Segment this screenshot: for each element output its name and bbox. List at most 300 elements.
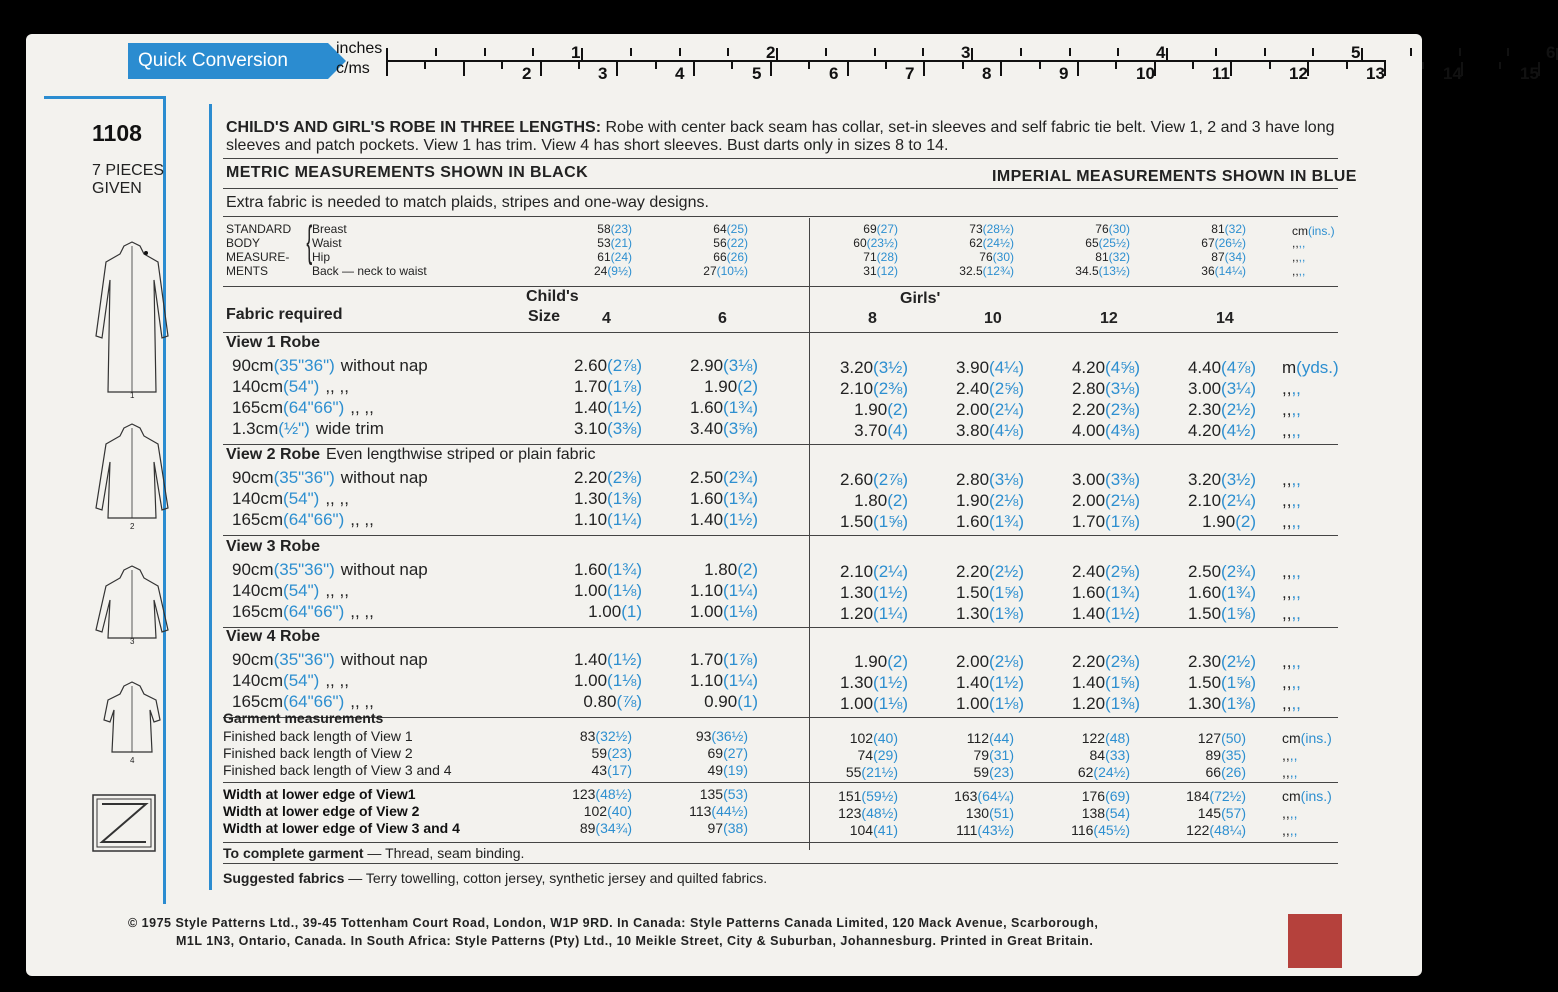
inches-label: inches [336,40,383,57]
imperial-value: (1⅝) [1221,673,1256,692]
metric-value: 111 [956,822,978,838]
metric-value: 24 [593,264,608,278]
unit-imperial: ,, [1291,491,1301,510]
imperial-value: (1⅞) [1105,512,1140,531]
imperial-value: (40) [607,803,632,819]
yardage-value [840,673,908,693]
metric-value: 81 [1095,250,1109,264]
fabric-width-row [232,671,349,691]
unit: ,, [1282,512,1292,531]
ruler-tick [1346,62,1348,69]
imperial-value: (3½) [873,358,908,377]
unit: ,, [1282,470,1292,489]
imperial-value: (1⅝) [989,583,1024,602]
body-label: STANDARD [226,222,292,236]
unit-label [1282,747,1298,763]
unit: ,, [1282,652,1292,671]
imperial-value: (44) [989,730,1014,746]
imperial-value: (43½) [977,822,1014,838]
garment-value [974,764,1014,780]
metric-value: 1.40 [1071,604,1106,623]
imperial-value: (1¼) [723,671,758,690]
fabric-width-row [232,419,384,439]
ruler-inch-number: 4 [1156,43,1166,62]
ruler-tick [885,62,887,69]
size-label: Size [528,308,561,325]
metric-value: 1.80 [854,491,888,510]
fabric-width: 140cm [232,489,284,508]
ruler-tick [630,48,632,56]
metric-value: 1.70 [573,377,608,396]
metric-value: 3.00 [1187,379,1222,398]
imperial-value: (44½) [711,803,748,819]
fabric-width: 140cm [232,377,284,396]
imperial-value: (64¼) [977,788,1014,804]
unit-imperial: ,, [1298,250,1306,264]
ruler-tick [770,62,772,69]
imperial-value: (27) [876,222,898,236]
yardage-value [1188,583,1256,603]
metric-value: 81 [1211,222,1225,236]
fabric-width: 1.3cm [232,419,279,438]
unit: cm [1282,788,1301,804]
unit-label [1282,730,1332,746]
imperial-value: (2) [887,400,908,419]
metric-value: 1.00 [689,602,724,621]
fabric-width-row [232,692,374,712]
measurement-name: Waist [312,236,342,250]
imperial-value: (3⅛) [723,356,758,375]
body-value [1201,264,1246,278]
fabric-width-row [232,510,374,530]
body-value [597,222,632,236]
body-value [597,250,632,264]
unit-label [1282,822,1298,838]
unit: ,, [1292,264,1299,278]
imperial-value: (1⅝) [1221,604,1256,623]
fabric-width-imperial: (54") [283,489,320,508]
imperial-value: (1¼) [873,604,908,623]
yardage-value [574,419,642,439]
metric-value: 1.20 [1071,694,1106,713]
width-value [838,788,898,804]
garment-value [850,730,898,746]
fabric-width-imperial: (54") [283,671,320,690]
metric-value: 59 [591,745,608,761]
description [226,118,1366,137]
pieces-line: 7 PIECES [92,162,165,179]
ruler-tick [1361,48,1363,60]
unit: ,, [1282,379,1292,398]
fabric-description: ,, ,, [350,602,374,621]
metric-value: 145 [1197,805,1222,821]
imperial-value: (1½) [873,673,908,692]
ruler-cm-number: 4 [675,64,685,83]
garment-value [858,747,898,763]
unit-label [1282,512,1301,532]
body-value [597,236,632,250]
imperial-value: (1⅛) [723,602,758,621]
ruler-cm-number: 14 [1443,64,1462,83]
unit: ,, [1292,236,1299,250]
fabric-width-row [232,560,428,580]
imperial-value: (24½) [1093,764,1130,780]
fabric-width-row [232,356,428,376]
unit-label [1282,358,1339,378]
imperial-value: (41) [873,822,898,838]
imperial-value: (28½) [982,222,1014,236]
divider [223,782,1338,783]
yardage-value [1188,379,1256,399]
imperial-value: (22) [726,236,748,250]
imperial-value: (1½) [873,583,908,602]
view-4-sketch [100,680,164,756]
imperial-value: (19) [723,762,748,778]
yardage-value [854,652,908,672]
imperial-value: (2½) [1221,652,1256,671]
yardage-value [840,470,908,490]
divider [223,863,1338,864]
fabric-width: 90cm [232,356,274,375]
unit: ,, [1282,694,1292,713]
fabric-width-imperial: (35"36") [273,468,335,487]
metric-value: 1.30 [955,604,990,623]
metric-value: 59 [973,764,990,780]
imperial-value: (72½) [1209,788,1246,804]
imperial-value: (1⅞) [607,377,642,396]
yardage-value [574,650,642,670]
ruler-tick [825,48,827,56]
ruler-tick [1115,62,1117,69]
yardage-value [690,398,758,418]
imperial-value: (48) [1105,730,1130,746]
unit-imperial: ,, [1291,421,1301,440]
metric-value: 123 [572,786,596,802]
size-column-heading: 14 [1216,310,1234,327]
yardage-value [1072,491,1140,511]
unit: ,, [1282,562,1292,581]
metric-value: 87 [1211,250,1225,264]
measurement-name: Back — neck to waist [312,264,427,278]
unit-imperial: ,, [1291,470,1301,489]
imperial-value: (9½) [607,264,632,278]
body-value [594,264,632,278]
yardage-value [1072,512,1140,532]
imperial-value: (4⅜) [1105,421,1140,440]
imperial-value: (26) [726,250,748,264]
imperial-value: (⅞) [616,692,642,711]
imperial-value: (30) [1108,222,1130,236]
unit: m [1282,358,1297,377]
ruler-tick [532,48,534,56]
column-divider [809,286,810,850]
imperial-value: (25) [726,222,748,236]
yardage-value [956,673,1024,693]
size-column-heading: 4 [602,310,611,327]
garment-label: Finished back length of View 3 and 4 [223,762,452,778]
imperial-value: (59½) [861,788,898,804]
ruler-tick [1422,62,1424,69]
ruler-tick [1166,48,1168,60]
cms-label: c/ms [336,60,370,77]
imperial-value: (48½) [595,786,632,802]
yardage-value [690,650,758,670]
fabric-description: ,, ,, [350,510,374,529]
divider [223,332,1338,333]
yardage-value [690,489,758,509]
suggested-fabrics-title: Suggested fabrics [223,870,345,886]
conversion-ruler [386,43,1556,94]
yardage-value [574,510,642,530]
fabric-width: 165cm [232,692,284,711]
suggested-fabrics [223,870,767,886]
metric-value: 4.40 [1187,358,1222,377]
metric-value: 66 [1205,764,1222,780]
ruler-tick [463,62,465,69]
ruler-tick [922,48,924,56]
metric-value: 2.60 [839,470,874,489]
imperial-value: (50) [1221,730,1246,746]
metric-value: 83 [579,728,596,744]
yardage-value [574,581,642,601]
imperial-value: (4¼) [989,358,1024,377]
yardage-value [574,671,642,691]
yardage-value [956,400,1024,420]
yardage-value [1188,673,1256,693]
yardage-value [690,581,758,601]
metric-value: 74 [857,747,874,763]
ruler-cm-number: 12 [1289,64,1308,83]
width-label: Width at lower edge of View1 [223,786,416,802]
metric-value: 1.00 [573,671,608,690]
imperial-value: (2½) [989,562,1024,581]
imperial-value: (3⅛) [989,470,1024,489]
metric-value: 62 [1077,764,1094,780]
body-value [969,222,1014,236]
imperial-value: (2⅞) [873,470,908,489]
view-number: 1 [130,391,135,400]
yardage-value [840,694,908,714]
body-value [853,236,898,250]
unit-label [1282,764,1298,780]
imperial-value: (1½) [607,398,642,417]
yardage-value [1072,421,1140,441]
imperial-value: (1¾) [989,512,1024,531]
imperial-value: (1½) [1105,604,1140,623]
width-value [956,822,1014,838]
imperial-value: (14¼) [1214,264,1246,278]
metric-value: 1.10 [573,510,608,529]
garment-value [1082,730,1130,746]
metric-value: 1.60 [1071,583,1106,602]
ruler-tick [501,62,503,69]
imperial-value: (1⅜) [989,604,1024,623]
imperial-value: (1¾) [723,489,758,508]
unit-label [1282,491,1301,511]
metric-value: 4.20 [1187,421,1222,440]
imperial-value: (32) [1224,222,1246,236]
imperial-value: (1⅛) [873,694,908,713]
unit: ,, [1282,604,1292,623]
fabric-width: 165cm [232,510,284,529]
yardage-value [956,358,1024,378]
metric-value: 3.80 [955,421,990,440]
metric-value: 1.60 [573,560,608,579]
body-value [1075,264,1130,278]
metric-value: 1.40 [1071,673,1106,692]
metric-value: 58 [597,222,611,236]
ruler-tick [808,62,810,69]
body-value [713,236,748,250]
fabric-width-row [232,581,349,601]
view-title [226,446,595,464]
imperial-value: (40) [873,730,898,746]
garment-value [592,762,632,778]
measurement-name: Breast [312,222,347,236]
view-number: 3 [130,637,135,646]
imperial-value: (35) [1221,747,1246,763]
imperial-value: (2⅜) [1105,652,1140,671]
yardage-value [840,583,908,603]
imperial-value: (24½) [982,236,1014,250]
unit-imperial: ,, [1291,512,1301,531]
imperial-value: (2⅜) [1105,400,1140,419]
ruler-tick [1230,62,1232,69]
ruler-tick [424,62,426,69]
imperial-value: (4) [887,421,908,440]
view-3-sketch [92,564,172,644]
ruler-inch-number: 3 [961,43,971,62]
unit-label [1282,805,1298,821]
size-column-heading: 8 [868,310,877,327]
garment-value [1206,764,1246,780]
imperial-value: (4½) [1221,421,1256,440]
metric-value: 112 [966,730,990,746]
metric-value: 64 [713,222,727,236]
fabric-width-imperial: (35"36") [273,560,335,579]
metric-value: 1.40 [573,398,608,417]
fabric-width-row [232,377,349,397]
yardage-value [574,398,642,418]
metric-value: 1.70 [1071,512,1106,531]
ruler-tick [1410,48,1412,56]
yardage-value [956,470,1024,490]
imperial-value: (4⅝) [1105,358,1140,377]
metric-value: 27 [703,264,717,278]
measurement-name: Hip [312,250,331,264]
ruler-tick [727,48,729,56]
body-label: BODY [226,236,261,250]
divider [223,216,1338,217]
unit-label [1282,470,1301,490]
metric-value: 4.00 [1071,421,1106,440]
ruler-tick [1215,48,1217,56]
imperial-value: (4⅞) [1221,358,1256,377]
unit-imperial: ,, [1289,822,1298,838]
fabric-width: 90cm [232,560,274,579]
unit-imperial: ,, [1289,747,1298,763]
yardage-value [574,468,642,488]
yardage-value [1188,400,1256,420]
metric-value: 32.5 [959,264,983,278]
metric-value: 1.50 [1187,673,1222,692]
yardage-value [854,400,908,420]
imperial-value: (28) [876,250,898,264]
metric-value: 2.30 [1187,652,1222,671]
ruler-cm-number: 11 [1212,64,1230,83]
fabric-width-imperial: (64"66") [283,692,345,711]
width-value [700,786,748,802]
imperial-value: (2⅝) [1105,562,1140,581]
pieces-line: GIVEN [92,180,142,197]
body-value [863,222,898,236]
imperial-value: (13½) [1098,264,1130,278]
ruler-cm-number: 7 [905,64,915,83]
ruler-inch-number: 2 [766,43,776,62]
metric-value: 2.20 [1071,400,1106,419]
imperial-value: (10½) [716,264,748,278]
childs-label: Child's [526,288,579,305]
yardage-value [854,421,908,441]
fabric-description: without nap [340,356,428,375]
fabric-description: without nap [340,468,428,487]
metric-value: 3.10 [573,419,608,438]
width-value [850,822,898,838]
garment-value [696,728,748,744]
unit-label [1282,604,1301,624]
ruler-cm-number: 9 [1059,64,1069,83]
ruler-tick [1312,48,1314,56]
ruler-cm-number: 8 [982,64,992,83]
yardage-value [1188,491,1256,511]
content-divider [209,104,212,890]
unit-imperial: ,, [1291,379,1301,398]
imperial-value: (1½) [607,650,642,669]
ruler-cm-number: 2 [522,64,532,83]
body-value [863,250,898,264]
fabric-width-imperial: (64"66") [283,398,345,417]
girls-label: Girls' [900,290,941,307]
imperial-value: (21) [610,236,632,250]
imperial-value: (32) [1108,250,1130,264]
width-value [708,820,748,836]
ruler-tick [1020,48,1022,56]
yardage-value [690,602,758,622]
fabric-description: ,, ,, [350,692,374,711]
unit: ,, [1282,400,1292,419]
view-number: 4 [130,756,135,765]
unit-label [1282,788,1332,804]
imperial-value: (23) [989,764,1014,780]
unit-label [1282,694,1301,714]
metric-value: 93 [695,728,712,744]
divider [223,188,1338,189]
garment-label: Finished back length of View 1 [223,728,413,744]
imperial-heading: IMPERIAL MEASUREMENTS SHOWN IN BLUE [992,168,1357,185]
fabric-width: 90cm [232,468,274,487]
metric-value: 2.40 [1071,562,1106,581]
ruler-cm-number: 6 [829,64,839,83]
imperial-value: (2⅝) [989,379,1024,398]
width-value [966,805,1014,821]
imperial-value: (21½) [861,764,898,780]
ruler-tick [1077,62,1079,69]
copyright-line-2: M1L 1N3, Ontario, Canada. In South Africa: Style Patterns (Pty) Ltd., 10 Meikle Street, City & Suburban, Johannesburg. Printed in Great Britain. [176,934,1094,948]
metric-value: 2.50 [689,468,724,487]
metric-value: 151 [838,788,862,804]
fabric-required-label: Fabric required [226,306,343,323]
unit: ,, [1282,822,1290,838]
